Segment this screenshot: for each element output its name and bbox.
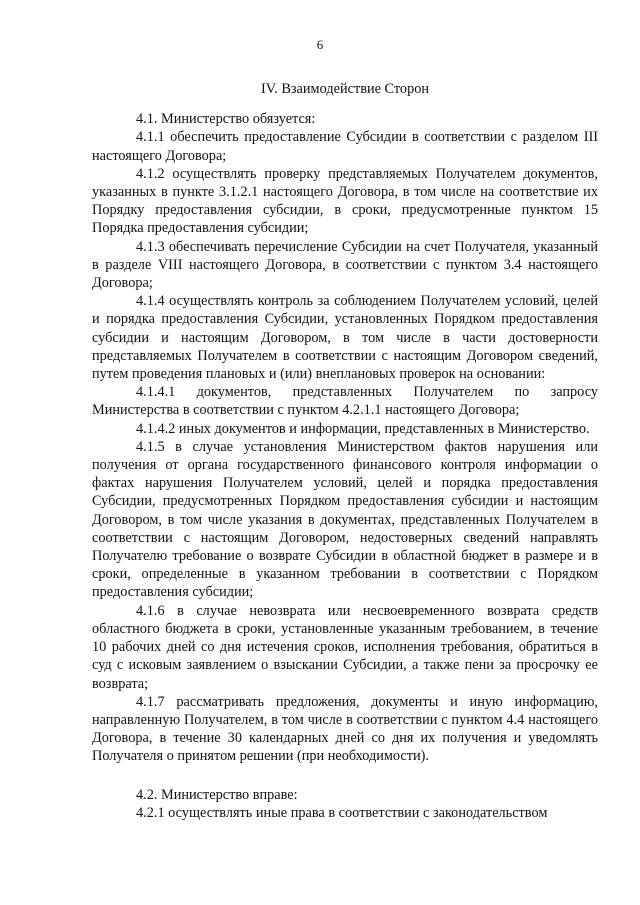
section-title: IV. Взаимодействие Сторон (260, 81, 430, 97)
paragraph-4-2: 4.2. Министерство вправе: (136, 786, 298, 803)
paragraph-4-1-4-1: 4.1.4.1 документов, представленных Получателем по запросу Министерства в соответствии с пунктом 4.2.1.1 настоящего Договора; (92, 384, 598, 419)
document-body (92, 80, 598, 822)
paragraph-4-1: 4.1. Министерство обязуется: (136, 111, 316, 128)
paragraph-4-1-3: 4.1.3 обеспечивать перечисление Субсидии на счет Получателя, указанный в разделе VIII настоящего Договора, в соответствии с пунктом 3.4 настоящего Договора; (92, 238, 598, 292)
paragraph-4-1-7: 4.1.7 рассматривать предложения, документы и иную информацию, направленную Получателем, в том числе в соответствии с пунктом 4.4 настоящего Договора, в течение 30 календарных дней со дня их получения и уведомлять Получателя о принятом решении (при необходимости). (92, 693, 598, 765)
page-number: 6 (316, 37, 324, 52)
paragraph-4-1-4-2: 4.1.4.2 иных документов и информации, представленных в Министерство. (136, 420, 590, 437)
paragraph-4-1-5: 4.1.5 в случае установления Министерством фактов нарушения или получения от органа государственного финансового контроля информации о фактах нарушения Получателем условий, целей и порядка предоставления Субсидии, предусмотренных Порядком предоставления субсидии и настоящим Договором, в том числе указания в документах, представленных Получателем в соответствии с настоящим Договором, недостоверных сведений направлять Получателю требование о возврате Субсидии в областной бюджет в размере и в сроки, определенные в указанном требовании в соответствии с Порядком предоставления субсидии; (92, 438, 598, 601)
paragraph-4-1-4: 4.1.4 осуществлять контроль за соблюдением Получателем условий, целей и порядка предоставления Субсидии, установленных Порядком предоставления субсидии и настоящим Договором, в том числе в части достоверности представляемых Получателем в соответствии с настоящим Договором сведений, путем проведения плановых и (или) внеплановых проверок на основании: (92, 293, 598, 383)
paragraph-4-2-1: 4.2.1 осуществлять иные права в соответствии с законодательством (136, 804, 548, 821)
paragraph-4-1-6: 4.1.6 в случае невозврата или несвоевременного возврата средств областного бюджета в сроки, установленные указанным требованием, в течение 10 рабочих дней со дня истечения сроков, исполнения требования, обратиться в суд с исковым заявлением о взыскании Субсидии, а также пени за просрочку ее возврата; (92, 602, 598, 692)
paragraph-4-1-1: 4.1.1 обеспечить предоставление Субсидии в соответствии с разделом III настоящего Договора; (92, 129, 598, 164)
paragraph-4-1-2: 4.1.2 осуществлять проверку представляемых Получателем документов, указанных в пункте 3.1.2.1 настоящего Договора, в том числе на соответствие их Порядку предоставления субсидии, в сроки, предусмотренные пунктом 15 Порядка предоставления субсидии; (92, 165, 598, 237)
